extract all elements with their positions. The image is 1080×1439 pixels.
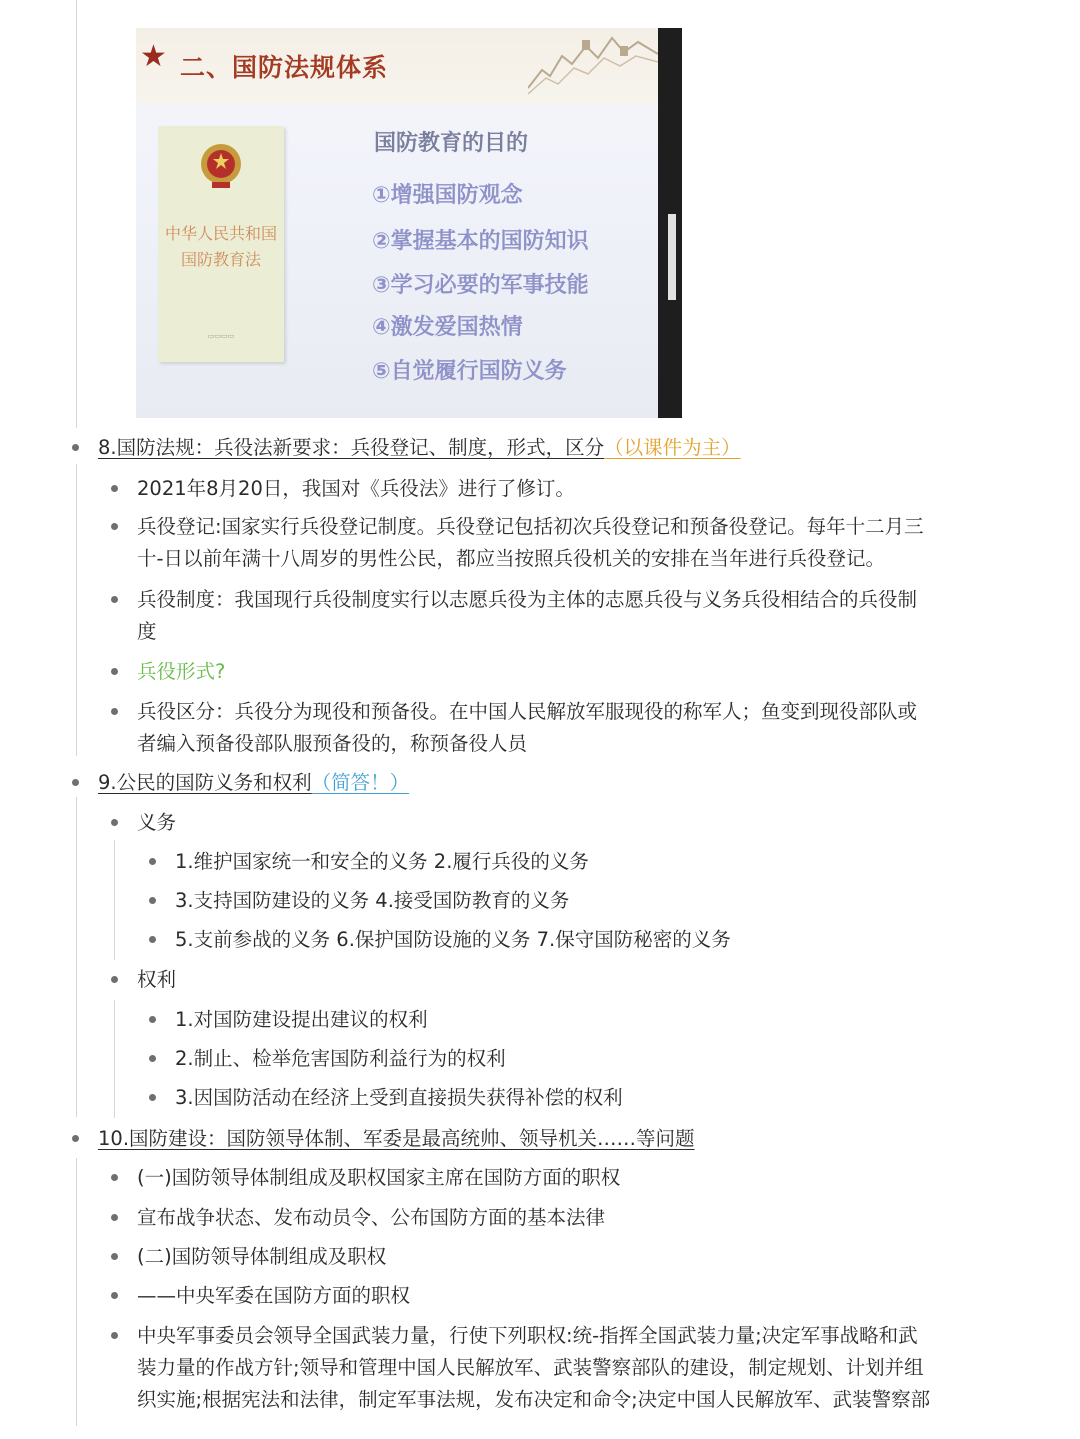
bullet [72, 1135, 79, 1142]
outline-guide [114, 840, 115, 960]
outline-guide [114, 1000, 115, 1118]
bullet [111, 1292, 118, 1299]
lecture-slide-photo [136, 28, 682, 418]
outline-guide [76, 464, 77, 756]
bullet [111, 1214, 118, 1221]
section-8-heading[interactable] [98, 431, 741, 464]
bullet [111, 976, 118, 983]
slide-title: 二、国防法规体系 [180, 53, 389, 82]
list-item-continued: 者编入预备役部队服预备役的，称预备役人员 [137, 732, 528, 755]
right-item: 1.对国防建设提出建议的权利 [175, 1008, 428, 1031]
duty-item: 3.支持国防建设的义务 4.接受国防教育的义务 [175, 889, 570, 912]
list-item-continued: 十-日以前年满十八周岁的男性公民，都应当按照兵役机关的安排在当年进行兵役登记。 [137, 547, 886, 570]
list-item: (一)国防领导体制组成及职权国家主席在国防方面的职权 [137, 1166, 621, 1189]
bullet [149, 1055, 156, 1062]
bullet [111, 485, 118, 492]
bullet [149, 936, 156, 943]
list-item: 兵役登记:国家实行兵役登记制度。兵役登记包括初次兵役登记和预备役登记。每年十二月三 [137, 515, 924, 538]
list-item: 兵役制度：我国现行兵役制度实行以志愿兵役为主体的志愿兵役与义务兵役相结合的兵役制 [137, 588, 918, 611]
section-8-title: 8.国防法规：兵役法新要求：兵役登记、制度，形式，区分 [98, 436, 605, 459]
bullet [111, 596, 118, 603]
list-item-continued: 度 [137, 620, 157, 643]
list-item-continued: 装力量的作战方针;领导和管理中国人民解放军、武装警察部队的建设，制定规划、计划并组 [137, 1356, 924, 1379]
bullet [111, 708, 118, 715]
great-wall-icon [528, 28, 658, 100]
national-emblem-icon [198, 140, 244, 190]
section-8-note: （以课件为主） [604, 436, 741, 459]
bullet [149, 1016, 156, 1023]
list-item: (二)国防领导体制组成及职权 [137, 1245, 387, 1268]
highlighted-item: 兵役形式? [137, 660, 226, 683]
publisher-mark: ▭▭▭▭ [207, 332, 235, 340]
bullet [72, 444, 79, 451]
outline-guide [76, 1158, 77, 1426]
outline-guide [76, 0, 77, 428]
section-10-title: 10.国防建设：国防领导体制、军委是最高统帅、领导机关……等问题 [98, 1127, 695, 1150]
rights-label: 权利 [137, 968, 177, 991]
duty-item: 5.支前参战的义务 6.保护国防设施的义务 7.保守国防秘密的义务 [175, 928, 731, 951]
list-item-continued: 织实施;根据宪法和法律，制定军事法规，发布决定和命令;决定中国人民解放军、武装警察部 [137, 1388, 931, 1411]
goals-heading: 国防教育的目的 [374, 131, 529, 156]
list-item: 中央军事委员会领导全国武装力量，行使下列职权:统-指挥全国武装力量;决定军事战略和武 [137, 1324, 918, 1347]
list-item: 宣布战争状态、发布动员令、公布国防方面的基本法律 [137, 1206, 606, 1229]
goal-item: ①增强国防观念 [372, 183, 523, 208]
section-9-heading[interactable] [98, 766, 409, 799]
bullet [111, 1174, 118, 1181]
section-10-heading[interactable] [98, 1122, 695, 1155]
law-book-cover [158, 126, 284, 362]
book-title-line-1: 中华人民共和国 [164, 224, 277, 243]
bullet [111, 819, 118, 826]
list-item: ——中央军委在国防方面的职权 [137, 1284, 411, 1307]
right-item: 2.制止、检举危害国防利益行为的权利 [175, 1047, 506, 1070]
goal-item: ④激发爱国热情 [372, 315, 523, 340]
section-9-title: 9.公民的国防义务和权利 [98, 771, 312, 794]
bullet [111, 523, 118, 530]
list-item: 兵役区分：兵役分为现役和预备役。在中国人民解放军服现役的称军人；鱼变到现役部队或 [137, 700, 918, 723]
bullet [149, 897, 156, 904]
bullet [149, 1094, 156, 1101]
star-icon: ★ [140, 39, 167, 74]
goal-item: ③学习必要的军事技能 [372, 273, 589, 298]
goal-item: ②掌握基本的国防知识 [372, 229, 589, 254]
book-title-line-2: 国防教育法 [180, 250, 261, 269]
list-item: 2021年8月20日，我国对《兵役法》进行了修订。 [137, 477, 575, 500]
section-9-note: （简答！） [311, 771, 410, 794]
goal-item: ⑤自觉履行国防义务 [372, 359, 567, 384]
bullet [111, 1253, 118, 1260]
wall-sign [668, 214, 676, 300]
duties-label: 义务 [137, 811, 177, 834]
bullet [149, 858, 156, 865]
right-item: 3.因国防活动在经济上受到直接损失获得补偿的权利 [175, 1086, 623, 1109]
bullet [111, 668, 118, 675]
bullet [111, 1332, 118, 1339]
outline-guide [76, 797, 77, 1117]
bullet [72, 779, 79, 786]
duty-item: 1.维护国家统一和安全的义务 2.履行兵役的义务 [175, 850, 589, 873]
